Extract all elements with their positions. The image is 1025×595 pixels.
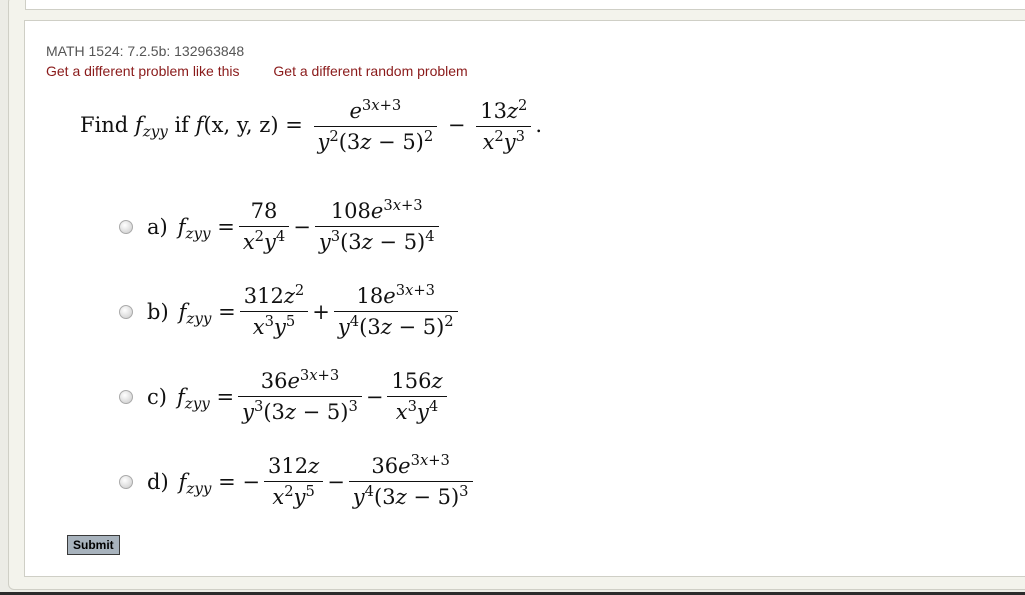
problem-id: MATH 1524: 7.2.5b: 132963848: [46, 43, 245, 59]
problem-card: [24, 20, 1025, 577]
different-problem-link[interactable]: Get a different problem like this: [46, 63, 240, 79]
option-label: d): [147, 469, 169, 494]
option-label: a): [147, 214, 168, 239]
option-d: d) $f_{zyy}$ = − $\frac{312z}{x^2y^5}$ − $\frac{36e^{3x+3}}{y^4(3z - 5)^3}$: [119, 454, 477, 509]
function-symbol: $f_{zyy}$: [134, 113, 168, 141]
find-word: Find: [80, 113, 129, 137]
problem-links: [46, 63, 498, 79]
question-term-1: $\frac{e^{3x+3}}{y^2(3z - 5)^2}$: [314, 99, 438, 154]
radio-option-b[interactable]: [119, 305, 133, 319]
if-word: if: [174, 113, 189, 137]
random-problem-link[interactable]: Get a different random problem: [273, 63, 468, 79]
function-f: f: [195, 113, 204, 137]
radio-option-c[interactable]: [119, 390, 133, 404]
question-statement: Find $f_{zyy}$ if f(x, y, z) = $\frac{e^{3x+3}}{y^2(3z - 5)^2}$ − $\frac{13z^2}{x^2y^3}$ .: [80, 96, 543, 154]
submit-button[interactable]: Submit: [67, 535, 120, 555]
option-c: c) $f_{zyy}$ = $\frac{36e^{3x+3}}{y^3(3z - 5)^3}$ − $\frac{156z}{x^3y^4}$: [119, 369, 451, 424]
question-term-2: $\frac{13z^2}{x^2y^3}$: [476, 99, 531, 154]
option-a: a) $f_{zyy}$ = $\frac{78}{x^2y^4}$ − $\frac{108e^{3x+3}}{y^3(3z - 5)^4}$: [119, 199, 443, 254]
function-args: (x, y, z): [203, 113, 279, 137]
option-label: b): [147, 299, 169, 324]
option-label: c): [147, 384, 167, 409]
radio-option-d[interactable]: [119, 475, 133, 489]
previous-card-bottom: [25, 0, 1025, 10]
radio-option-a[interactable]: [119, 220, 133, 234]
option-b: b) $f_{zyy}$ = $\frac{312z^2}{x^3y^5}$ + $\frac{18e^{3x+3}}{y^4(3z - 5)^2}$: [119, 284, 462, 339]
